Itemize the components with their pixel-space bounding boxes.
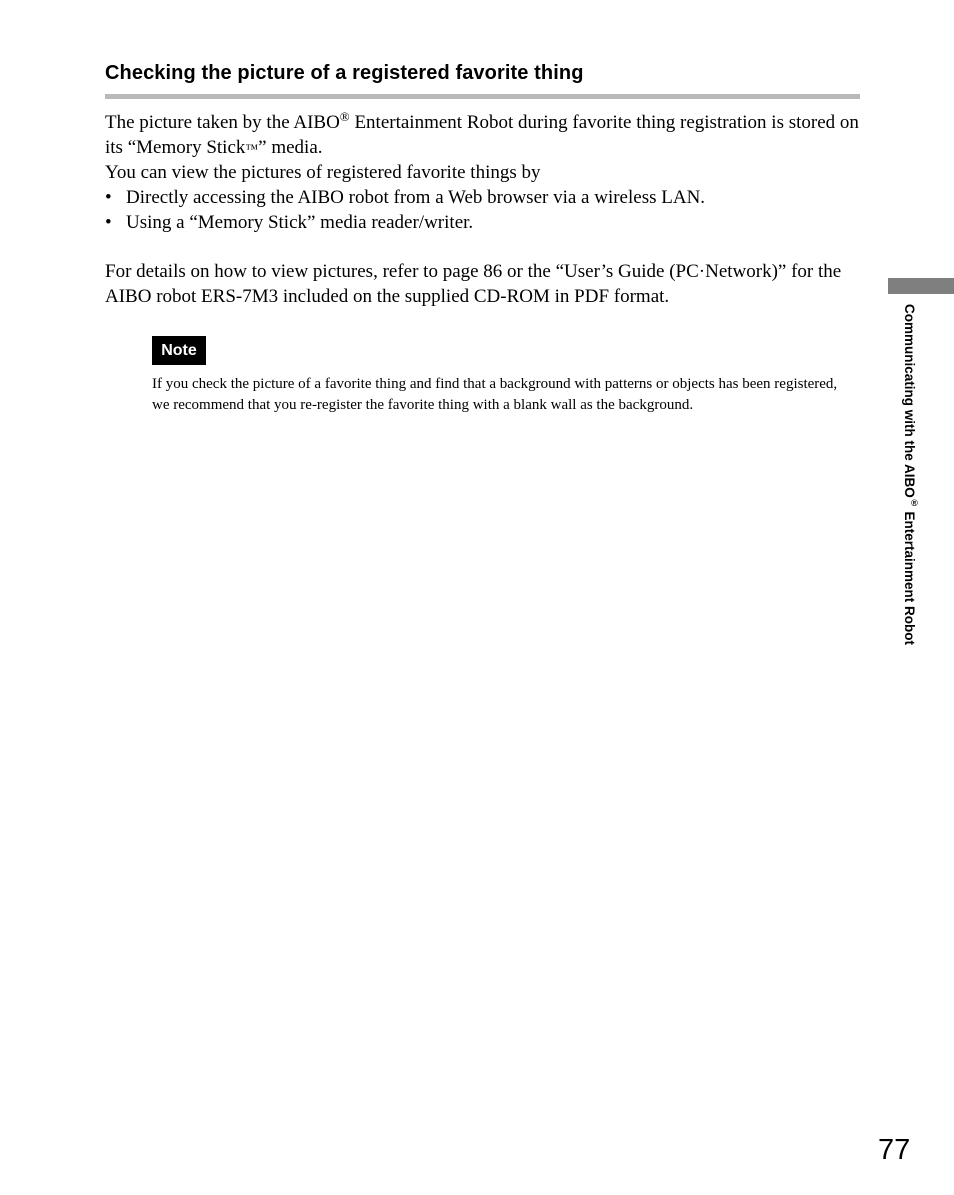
intro-text-part3: ” media. [258, 136, 323, 158]
intro-text-part1: The picture taken by the AIBO [105, 112, 340, 133]
intro-paragraph [105, 111, 865, 162]
bullet-icon: • [105, 187, 112, 208]
side-registered-mark: ® [909, 497, 920, 508]
view-intro-text: You can view the pictures of registered favorite things by [105, 162, 541, 183]
chapter-side-label [898, 304, 920, 724]
note-text: If you check the picture of a favorite thing and find that a background with patterns or objects has been registered, we recommend that you re-register the favorite thing with a blank wall as the background. [152, 376, 838, 413]
heading-rule [105, 94, 860, 99]
side-label-part2: Entertainment Robot [902, 507, 917, 645]
trademark-mark: ™ [245, 140, 259, 156]
bullet-icon: • [105, 211, 112, 233]
registered-mark: ® [339, 109, 350, 124]
details-paragraph: For details on how to view pictures, refer to page 86 or the “User’s Guide (PC·Network)” for the AIBO robot ERS-7M3 included on the supplied CD-ROM in PDF format. [105, 261, 842, 307]
intro-text-part2: Entertainment Robot during favorite thing registration is stored on its “Memory Stick [105, 112, 859, 158]
list-item-text: Directly accessing the AIBO robot from a Web browser via a wireless LAN. [126, 187, 706, 208]
page-number: 77 [878, 1134, 911, 1166]
side-label-part1: Communicating with the AIBO [902, 304, 917, 498]
list-item [105, 186, 865, 211]
list-item-text: Using a “Memory Stick” media reader/writer. [126, 211, 474, 233]
list-item [105, 211, 865, 236]
method-list [105, 186, 865, 236]
note-label: Note [152, 336, 206, 365]
section-heading: Checking the picture of a registered favorite thing [105, 62, 584, 84]
chapter-tab-marker [888, 278, 954, 294]
